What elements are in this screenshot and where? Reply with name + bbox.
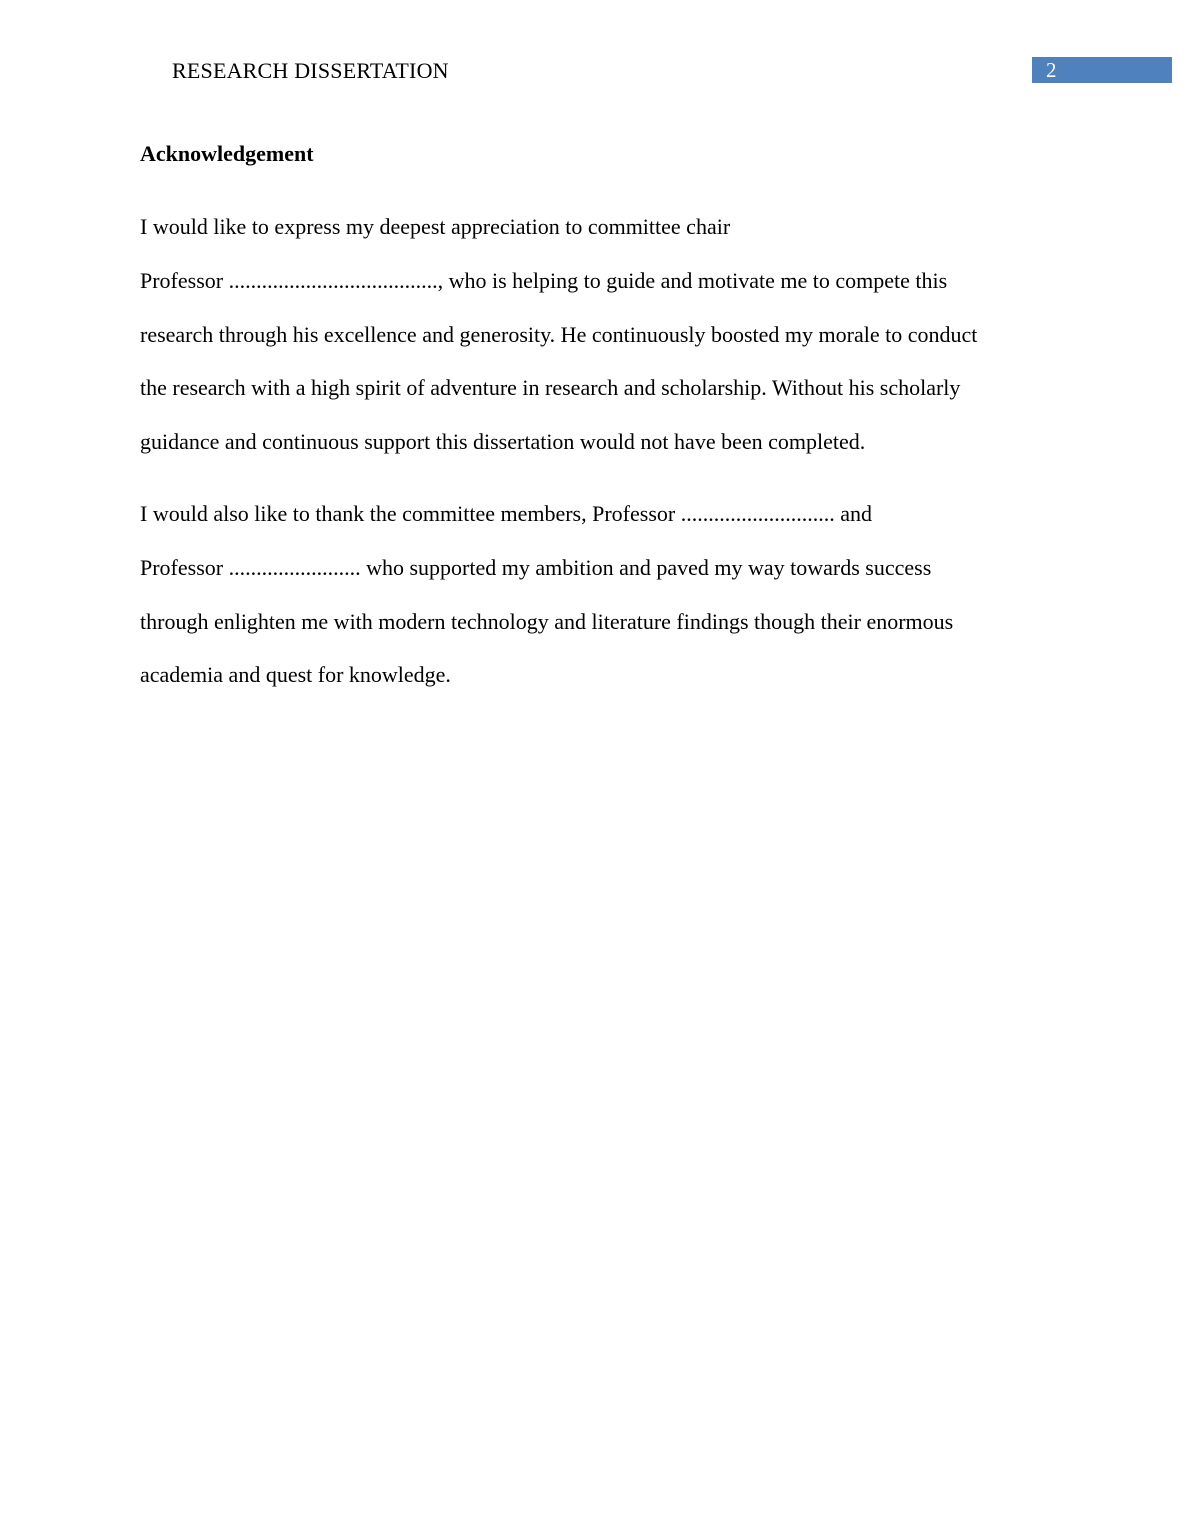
text-line: the research with a high spirit of adventure in research and scholarship. Without his scholarly	[140, 375, 961, 401]
paragraph-2	[140, 487, 1070, 702]
text-line: guidance and continuous support this dissertation would not have been completed.	[140, 429, 866, 455]
page-number: 2	[1046, 58, 1057, 82]
page-number-box	[1032, 57, 1172, 83]
text-line: I would also like to thank the committee members, Professor ............................ and	[140, 500, 872, 526]
document-body	[140, 140, 1070, 702]
paragraph-1	[140, 200, 1070, 469]
text-line: Professor ......................................, who is helping to guide and motivate me to compete this	[140, 267, 948, 293]
section-heading: Acknowledgement	[140, 141, 314, 166]
page-header	[0, 0, 1190, 100]
running-head-title: RESEARCH DISSERTATION	[172, 58, 449, 83]
text-line: I would like to express my deepest appreciation to committee chair	[140, 214, 731, 239]
text-line: through enlighten me with modern technology and literature findings though their enormous	[140, 608, 954, 634]
text-line: academia and quest for knowledge.	[140, 662, 451, 688]
text-line: Professor ........................ who supported my ambition and paved my way towards success	[140, 554, 932, 580]
text-line: research through his excellence and generosity. He continuously boosted my morale to conduct	[140, 321, 978, 347]
